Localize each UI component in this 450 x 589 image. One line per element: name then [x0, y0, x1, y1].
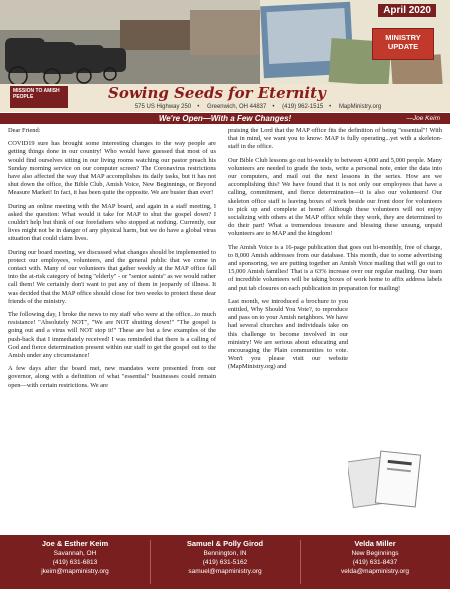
- contact-phone: (419) 631-8437: [352, 559, 398, 566]
- contact-name: Samuel & Polly Girod: [186, 539, 264, 548]
- contact-email[interactable]: samuel@mapministry.org: [188, 568, 262, 575]
- issue-date: April 2020: [378, 4, 436, 17]
- address: 575 US Highway 250: [134, 104, 192, 110]
- paragraph: A few days after the board met, new mandates were presented from our governor, along with a definition of what "essential" businesses could remain open—with certain restrictions. We are: [8, 365, 216, 389]
- paragraph: COVID19 sure has brought some interesting changes to the way people are getting things done in our country! Who would have guessed that most of us would find ourselves sitting in our living rooms watching our pastor preach his Sunday morning service on our computer screen? The Coronavirus restrictions have also affected the way that MAP accomplishes its daily tasks, but it has not shut down the office, the Bible Club, Amish Voice, New Beginnings, or Beyond Measure Market! In fact, it has been quite the opposite. We are busier than ever!: [8, 140, 216, 197]
- contact-email[interactable]: velda@mapministry.org: [341, 568, 409, 575]
- paragraph: Last month, we introduced a brochure to you entitled, Why Should You Vote?, to reproduce and pass on to your Amish neighbors. We have had several churches and individuals take on this challenge to become involved in our ministry! We are serious about educating and encouraging the Plain communities to vote. Won't you please visit our website (MapMinistry.org) and: [228, 297, 348, 371]
- contact-card-keim: [0, 535, 150, 576]
- map-logo: MISSION TO AMISH PEOPLE: [10, 86, 68, 108]
- masthead: [0, 0, 450, 112]
- contact-bar: 575 US Highway 250 • Greenwich, OH 44837 • (419) 962-1515 • MapMinistry.org: [134, 104, 382, 110]
- article-title: We're Open—With a Few Changes!: [158, 114, 292, 123]
- ministry-update-badge: MINISTRY UPDATE: [372, 28, 434, 60]
- website: MapMinistry.org: [338, 104, 382, 110]
- paragraph: The following day, I broke the news to my staff who were at the office...to much resistance! "Absolutely NOT", "We are NOT shutting down!" "The gospel is going out and a virus will NOT stop it!" These are but a few examples of the push-back that I immediately received! I was reminded that there is a calling of God and fierce determination present within our staff to get the gospel out to the Amish under any circumstance!: [8, 311, 216, 360]
- phone: (419) 962-1515: [282, 104, 324, 110]
- paragraph: During our board meeting, we discussed what changes should be implemented to protect our employees, volunteers, and the general public that we come in contact with. Many of our volunteers that gather weekly at the MAP office fall into the at-risk category of being "elderly" - or "senior saints" as we would rather call them! We certainly don't want to put any of them in jeopardy of illness. It was decided that the MAP office should close for two weeks to protect these dear friends of the ministry.: [8, 248, 216, 305]
- brochure-image: [348, 449, 426, 509]
- city: Greenwich, OH 44837: [206, 104, 267, 110]
- contact-name: Joe & Esther Keim: [41, 539, 109, 548]
- paragraph: The Amish Voice is a 16-page publication that goes out bi-monthly, free of charge, to 8,000 Amish addresses from our database. This month, due to some advertising and sponsoring, we are putting together an Amish Voice mailing that will go out to 15,000 Amish families! That is a 63% increase over our regular mailing. Our team of incredible volunteers will be taking boxes of work home to affix address labels and put tab closures on each publication in preparation for mailing!: [228, 243, 442, 292]
- paragraph: Our Bible Club lessons go out bi-weekly to between 4,000 and 5,000 people. Many volunteers are needed to grade the tests, write a personal note, enter the data into our computers, and mail out the next lessons in the series. How are we accomplishing this? We have found that it is not only our employees that have a calling, commitment, and fierce determination—it is also our volunteers! Our skeleton office staff is leaving boxes of work beside our front door for volunteers to pick up and complete at home! Although these volunteers will not enjoy socializing with others at the MAP office while they work, they are determined to do their part! What a tremendous treasure and blessing these unsung, unpaid volunteers are to MAP and the kingdom!: [228, 156, 442, 238]
- contact-place: New Beginnings: [351, 550, 399, 557]
- contact-phone: (419) 631-5162: [202, 559, 248, 566]
- contact-card-girod: [150, 535, 300, 576]
- left-column: [8, 127, 216, 395]
- contact-place: Savannah, OH: [53, 550, 97, 557]
- contact-email[interactable]: jkeim@mapministry.org: [41, 568, 109, 575]
- tagline: Sowing Seeds for Eternity: [108, 84, 326, 102]
- article-author: —Joe Keim: [406, 115, 440, 122]
- paragraph: During an online meeting with the MAP board, and again in a staff meeting, I asked the question: What would it take for MAP to shut the gospel down? I couldn't help but think of our forefathers who stopped at nothing. Currently, our lives might not be in danger of any physical harm, but we do have a global virus situation that could claim lives.: [8, 202, 216, 243]
- right-column: [228, 127, 442, 377]
- contact-card-miller: [300, 535, 450, 576]
- paragraph: Dear Friend:: [8, 127, 41, 134]
- contact-phone: (419) 631-6813: [52, 559, 98, 566]
- contact-place: Bennington, IN: [203, 550, 247, 557]
- contact-name: Velda Miller: [354, 539, 396, 548]
- paragraph: praising the Lord that the MAP office fits the definition of being "essential"! With that in mind, we want you to know: MAP is fully operating...yet with a skeleton-staff in the office.: [228, 127, 442, 151]
